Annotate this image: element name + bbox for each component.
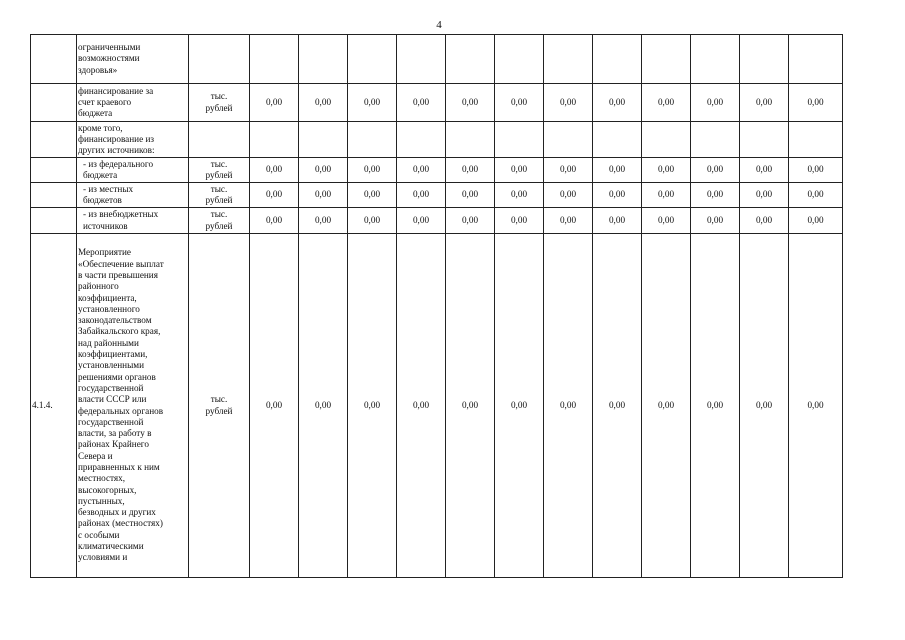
row-number-cell: 4.1.4. <box>31 234 77 578</box>
value-cell: 0,00 <box>397 84 446 122</box>
value-cell <box>691 122 740 158</box>
value-cell: 0,00 <box>446 158 495 183</box>
item-name-line: ограниченными <box>78 42 141 53</box>
item-name-line: приравненных к ним <box>78 461 160 472</box>
value-cell: 0,00 <box>397 234 446 578</box>
value-cell <box>446 35 495 84</box>
value-cell: 0,00 <box>250 158 299 183</box>
item-name-line: здоровья» <box>78 64 118 75</box>
value-cell: 0,00 <box>446 84 495 122</box>
value-cell <box>397 122 446 158</box>
table-row <box>31 35 843 84</box>
unit-cell <box>189 35 250 84</box>
unit-cell <box>189 234 250 578</box>
value-cell: 0,00 <box>299 158 348 183</box>
table-row <box>31 122 843 158</box>
value-cell <box>299 35 348 84</box>
item-name-line: возможностями <box>78 53 140 64</box>
item-name-cell <box>77 208 189 234</box>
value-cell: 0,00 <box>250 208 299 234</box>
value-cell <box>348 35 397 84</box>
value-cell: 0,00 <box>789 183 843 208</box>
unit-cell <box>189 183 250 208</box>
value-cell: 0,00 <box>593 84 642 122</box>
table-row <box>31 208 843 234</box>
value-cell: 0,00 <box>544 234 593 578</box>
item-name-cell <box>77 158 189 183</box>
unit-line: тыс. <box>210 209 228 220</box>
value-cell: 0,00 <box>299 183 348 208</box>
item-name-line: государственной <box>78 416 144 427</box>
value-cell: 0,00 <box>348 208 397 234</box>
item-name-line: законодательством <box>78 315 152 326</box>
value-cell <box>642 35 691 84</box>
value-cell: 0,00 <box>642 84 691 122</box>
unit-cell <box>189 158 250 183</box>
item-name-line: Севера и <box>78 450 113 461</box>
value-cell: 0,00 <box>397 208 446 234</box>
unit-line: тыс. <box>210 91 228 102</box>
row-number-cell <box>31 84 77 122</box>
unit-line: рублей <box>205 405 233 416</box>
value-cell: 0,00 <box>740 234 789 578</box>
value-cell: 0,00 <box>544 158 593 183</box>
item-name-line: источников <box>83 220 128 231</box>
value-cell: 0,00 <box>446 234 495 578</box>
item-name-line: «Обеспечение выплат <box>78 258 164 269</box>
value-cell <box>789 35 843 84</box>
item-name-line: условиями и <box>78 552 128 563</box>
value-cell: 0,00 <box>691 234 740 578</box>
table-body <box>31 35 843 578</box>
value-cell: 0,00 <box>299 208 348 234</box>
value-cell: 0,00 <box>299 234 348 578</box>
value-cell <box>495 122 544 158</box>
item-name-line: коэффициентами, <box>78 349 148 360</box>
value-cell <box>544 122 593 158</box>
item-name-line: над районными <box>78 337 139 348</box>
value-cell: 0,00 <box>691 158 740 183</box>
value-cell: 0,00 <box>740 84 789 122</box>
item-name-line: бюджетов <box>83 195 122 205</box>
value-cell: 0,00 <box>642 183 691 208</box>
value-cell: 0,00 <box>789 158 843 183</box>
item-name-cell <box>77 84 189 122</box>
item-name-line: финансирование из <box>78 133 155 144</box>
item-name-line: Мероприятие <box>78 247 131 258</box>
value-cell: 0,00 <box>495 208 544 234</box>
value-cell <box>348 122 397 158</box>
unit-cell <box>189 84 250 122</box>
item-name-cell <box>77 183 189 208</box>
value-cell <box>299 122 348 158</box>
value-cell: 0,00 <box>446 208 495 234</box>
value-cell: 0,00 <box>593 208 642 234</box>
item-name-cell <box>77 122 189 158</box>
item-name-line: Забайкальского края, <box>78 326 161 337</box>
value-cell: 0,00 <box>740 158 789 183</box>
value-cell: 0,00 <box>642 208 691 234</box>
row-number-cell <box>31 208 77 234</box>
value-cell: 0,00 <box>397 158 446 183</box>
value-cell: 0,00 <box>593 234 642 578</box>
value-cell <box>495 35 544 84</box>
table-row <box>31 158 843 183</box>
value-cell: 0,00 <box>544 183 593 208</box>
unit-line: тыс. <box>210 394 228 405</box>
item-name-line: с особыми <box>78 529 120 540</box>
value-cell: 0,00 <box>495 158 544 183</box>
item-name-line: пустынных, <box>78 495 125 506</box>
value-cell <box>250 122 299 158</box>
value-cell <box>789 122 843 158</box>
page-number: 4 <box>436 19 442 31</box>
unit-cell <box>189 208 250 234</box>
value-cell: 0,00 <box>789 234 843 578</box>
item-name-line: государственной <box>78 382 144 393</box>
value-cell: 0,00 <box>348 84 397 122</box>
value-cell: 0,00 <box>544 208 593 234</box>
item-name-line: - из местных <box>83 183 134 194</box>
value-cell: 0,00 <box>495 234 544 578</box>
item-name-line: местностях, <box>78 473 126 484</box>
value-cell: 0,00 <box>397 183 446 208</box>
value-cell: 0,00 <box>789 208 843 234</box>
value-cell <box>593 35 642 84</box>
unit-line: тыс. <box>210 183 228 194</box>
value-cell: 0,00 <box>740 183 789 208</box>
unit-cell <box>189 122 250 158</box>
row-number-cell <box>31 158 77 183</box>
value-cell: 0,00 <box>642 158 691 183</box>
value-cell: 0,00 <box>740 208 789 234</box>
value-cell <box>740 122 789 158</box>
table-row <box>31 183 843 208</box>
item-name-line: кроме того, <box>78 122 123 133</box>
item-name-line: счет краевого <box>78 96 132 107</box>
value-cell: 0,00 <box>495 183 544 208</box>
value-cell <box>446 122 495 158</box>
item-name-line: установленными <box>78 360 145 371</box>
item-name-line: власти СССР или <box>78 394 147 405</box>
value-cell <box>250 35 299 84</box>
item-name-line: федеральных органов <box>78 405 164 416</box>
item-name-line: власти, за работу в <box>78 428 152 439</box>
value-cell: 0,00 <box>642 234 691 578</box>
row-number-cell <box>31 183 77 208</box>
value-cell: 0,00 <box>250 84 299 122</box>
value-cell: 0,00 <box>446 183 495 208</box>
value-cell: 0,00 <box>495 84 544 122</box>
value-cell: 0,00 <box>348 234 397 578</box>
value-cell: 0,00 <box>250 183 299 208</box>
item-name-line: безводных и других <box>78 507 156 518</box>
unit-line: рублей <box>205 102 233 113</box>
value-cell: 0,00 <box>544 84 593 122</box>
item-name-line: районах (местностях) <box>78 518 163 529</box>
item-name-line: коэффициента, <box>78 292 137 303</box>
value-cell: 0,00 <box>593 158 642 183</box>
item-name-line: районного <box>78 281 119 292</box>
row-number-cell <box>31 122 77 158</box>
row-number-cell <box>31 35 77 84</box>
item-name-line: бюджета <box>78 108 113 119</box>
item-name-line: высокогорных, <box>78 484 137 495</box>
unit-line: рублей <box>205 170 233 180</box>
value-cell: 0,00 <box>691 183 740 208</box>
item-name-line: в части превышения <box>78 269 158 280</box>
item-name-line: решениями органов <box>78 371 156 382</box>
value-cell: 0,00 <box>789 84 843 122</box>
value-cell <box>397 35 446 84</box>
value-cell <box>593 122 642 158</box>
unit-line: рублей <box>205 220 233 231</box>
item-name-cell <box>77 35 189 84</box>
value-cell: 0,00 <box>348 183 397 208</box>
budget-table <box>30 34 843 578</box>
value-cell: 0,00 <box>593 183 642 208</box>
item-name-line: установленного <box>78 303 140 314</box>
table-row <box>31 234 843 578</box>
item-name-line: - из внебюджетных <box>83 209 159 220</box>
item-name-line: климатическими <box>78 541 144 552</box>
value-cell: 0,00 <box>348 158 397 183</box>
value-cell: 0,00 <box>299 84 348 122</box>
item-name-cell <box>77 234 189 578</box>
value-cell <box>691 35 740 84</box>
unit-line: тыс. <box>210 158 228 169</box>
item-name-line: других источников: <box>78 145 155 156</box>
value-cell <box>544 35 593 84</box>
item-name-line: бюджета <box>83 170 118 180</box>
item-name-line: районах Крайнего <box>78 439 149 450</box>
unit-line: рублей <box>205 195 233 205</box>
value-cell <box>740 35 789 84</box>
item-name-line: - из федерального <box>83 158 154 169</box>
value-cell: 0,00 <box>691 84 740 122</box>
value-cell: 0,00 <box>691 208 740 234</box>
item-name-line: финансирование за <box>78 85 154 96</box>
table-row <box>31 84 843 122</box>
value-cell <box>642 122 691 158</box>
value-cell: 0,00 <box>250 234 299 578</box>
